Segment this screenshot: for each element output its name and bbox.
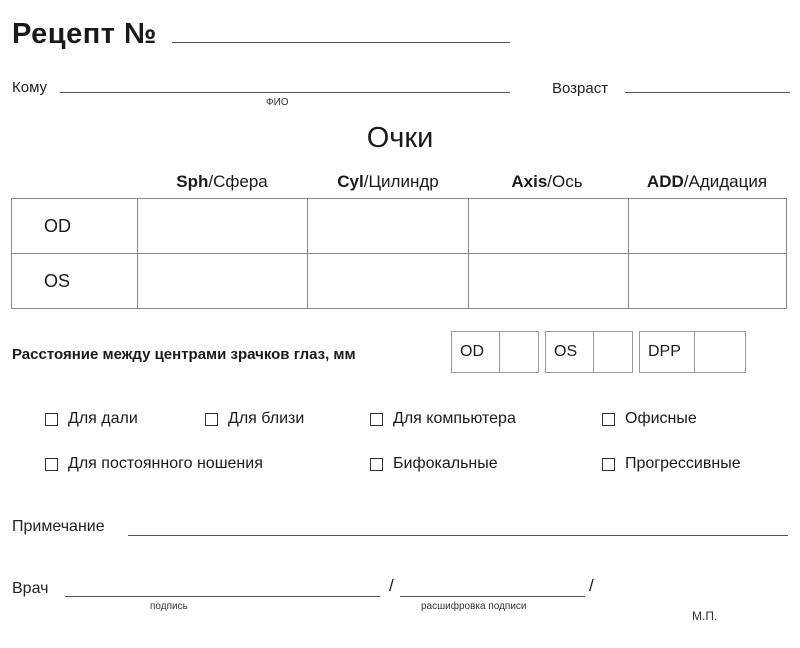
option-progressive[interactable] <box>602 455 741 473</box>
table-row <box>12 199 787 254</box>
form-title: Рецепт № <box>12 18 157 50</box>
option-bifocal[interactable] <box>370 455 498 473</box>
prescription-number-line[interactable] <box>172 42 510 43</box>
option-label: Прогрессивные <box>625 455 741 472</box>
column-header-rest: /Ось <box>547 172 583 191</box>
cell-os-add[interactable] <box>629 254 787 309</box>
pd-os-box <box>545 331 633 373</box>
doctor-label: Врач <box>12 580 49 597</box>
to-label: Кому <box>12 79 48 96</box>
column-header-bold: ADD <box>646 172 684 191</box>
fio-caption: ФИО <box>266 97 289 108</box>
option-label: Офисные <box>625 410 697 427</box>
slash-separator: / <box>389 576 394 595</box>
age-line[interactable] <box>625 92 790 93</box>
table-row <box>12 254 787 309</box>
slash-separator: / <box>589 576 594 595</box>
prescription-grid <box>11 198 787 309</box>
cell-od-cyl[interactable] <box>308 199 469 254</box>
column-header-sph <box>142 172 302 192</box>
pd-dpp-label: DPP <box>640 332 695 372</box>
age-label: Возраст <box>552 80 609 97</box>
option-near[interactable] <box>205 410 304 428</box>
option-label: Для близи <box>228 410 305 427</box>
pd-os-label: OS <box>546 332 594 372</box>
option-office[interactable] <box>602 410 697 428</box>
column-header-axis <box>467 172 627 192</box>
column-header-cyl <box>308 172 468 192</box>
stamp-mark: М.П. <box>692 609 718 623</box>
cell-os-sph[interactable] <box>138 254 308 309</box>
pd-od-input[interactable] <box>500 332 538 372</box>
doctor-signature-line[interactable] <box>65 596 380 597</box>
option-computer[interactable] <box>370 410 516 428</box>
cell-od-axis[interactable] <box>469 199 629 254</box>
column-header-bold: Cyl <box>337 172 364 191</box>
pd-od-box <box>451 331 539 373</box>
option-label: Для дали <box>68 410 138 427</box>
patient-name-line[interactable] <box>60 92 510 93</box>
pd-od-label: OD <box>452 332 500 372</box>
checkbox-icon[interactable] <box>370 413 383 426</box>
column-header-add <box>627 172 787 192</box>
pd-os-input[interactable] <box>594 332 632 372</box>
cell-od-add[interactable] <box>629 199 787 254</box>
pupil-distance-label: Расстояние между центрами зрачков глаз, мм <box>12 346 356 363</box>
pd-dpp-box <box>639 331 746 373</box>
signature-caption: подпись <box>150 601 188 612</box>
note-line[interactable] <box>128 535 788 536</box>
row-label-os: OS <box>12 254 138 309</box>
section-title: Очки <box>366 122 434 154</box>
option-label: Для постоянного ношения <box>68 455 263 472</box>
cell-od-sph[interactable] <box>138 199 308 254</box>
column-header-rest: /Адидация <box>683 172 768 191</box>
row-label-od: OD <box>12 199 138 254</box>
column-header-rest: /Сфера <box>208 172 268 191</box>
cell-os-axis[interactable] <box>469 254 629 309</box>
pd-dpp-input[interactable] <box>695 332 745 372</box>
checkbox-icon[interactable] <box>602 458 615 471</box>
decode-caption: расшифровка подписи <box>421 601 527 612</box>
checkbox-icon[interactable] <box>45 458 58 471</box>
cell-os-cyl[interactable] <box>308 254 469 309</box>
checkbox-icon[interactable] <box>45 413 58 426</box>
option-label: Для компьютера <box>393 410 516 427</box>
column-header-bold: Axis <box>511 172 548 191</box>
checkbox-icon[interactable] <box>602 413 615 426</box>
option-label: Бифокальные <box>393 455 498 472</box>
column-header-rest: /Цилиндр <box>363 172 439 191</box>
signature-decode-line[interactable] <box>400 596 585 597</box>
column-header-bold: Sph <box>176 172 209 191</box>
option-permanent[interactable] <box>45 455 263 473</box>
option-distance[interactable] <box>45 410 138 428</box>
checkbox-icon[interactable] <box>370 458 383 471</box>
note-label: Примечание <box>12 518 105 535</box>
checkbox-icon[interactable] <box>205 413 218 426</box>
